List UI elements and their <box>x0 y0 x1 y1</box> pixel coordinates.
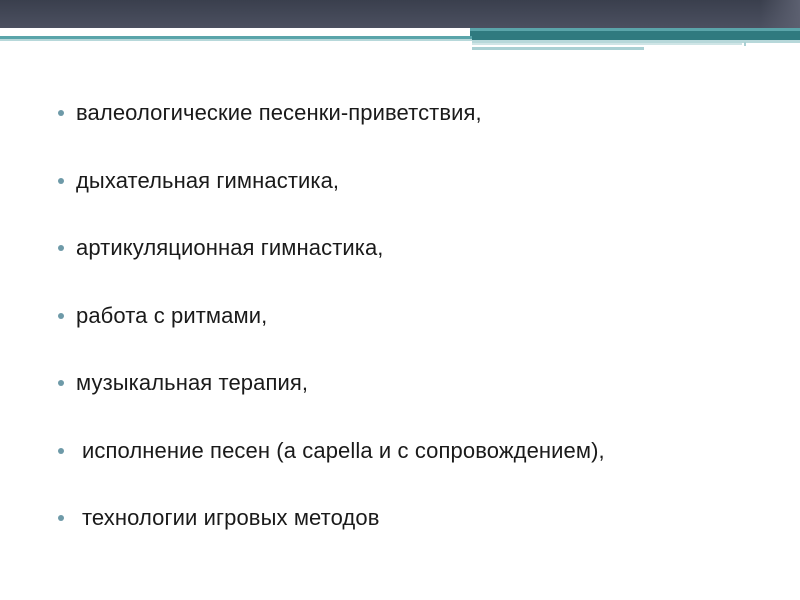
list-item <box>58 98 605 128</box>
bullet-icon <box>58 515 64 521</box>
list-item <box>58 166 605 196</box>
bullet-text: работа с ритмами, <box>76 302 268 328</box>
bullet-icon <box>58 178 64 184</box>
header-tick-mark <box>744 42 746 46</box>
header-divider-line-light <box>0 39 472 41</box>
list-item <box>58 301 605 331</box>
bullet-icon <box>58 380 64 386</box>
bullet-text: технологии игровых методов <box>82 505 380 530</box>
list-item <box>58 368 605 398</box>
bullet-icon <box>58 245 64 251</box>
header-accent-highlight <box>470 28 800 31</box>
bullet-text: артикуляционная гимнастика, <box>76 235 384 260</box>
bullet-icon <box>58 313 64 319</box>
header-step-line <box>472 47 644 50</box>
bullet-text: музыкальная терапия, <box>76 370 309 395</box>
list-item <box>58 503 605 533</box>
bullet-icon <box>58 110 64 116</box>
header-band <box>0 0 800 28</box>
bullet-text: исполнение песен (а capella и с сопровождением), <box>82 437 605 463</box>
bullet-text: валеологические песенки-приветствия, <box>76 100 482 125</box>
list-item <box>58 233 605 263</box>
bullet-list <box>58 98 605 571</box>
bullet-icon <box>58 448 64 454</box>
header-step-line <box>472 43 742 45</box>
bullet-text: дыхательная гимнастика, <box>76 167 340 193</box>
list-item <box>58 436 605 466</box>
